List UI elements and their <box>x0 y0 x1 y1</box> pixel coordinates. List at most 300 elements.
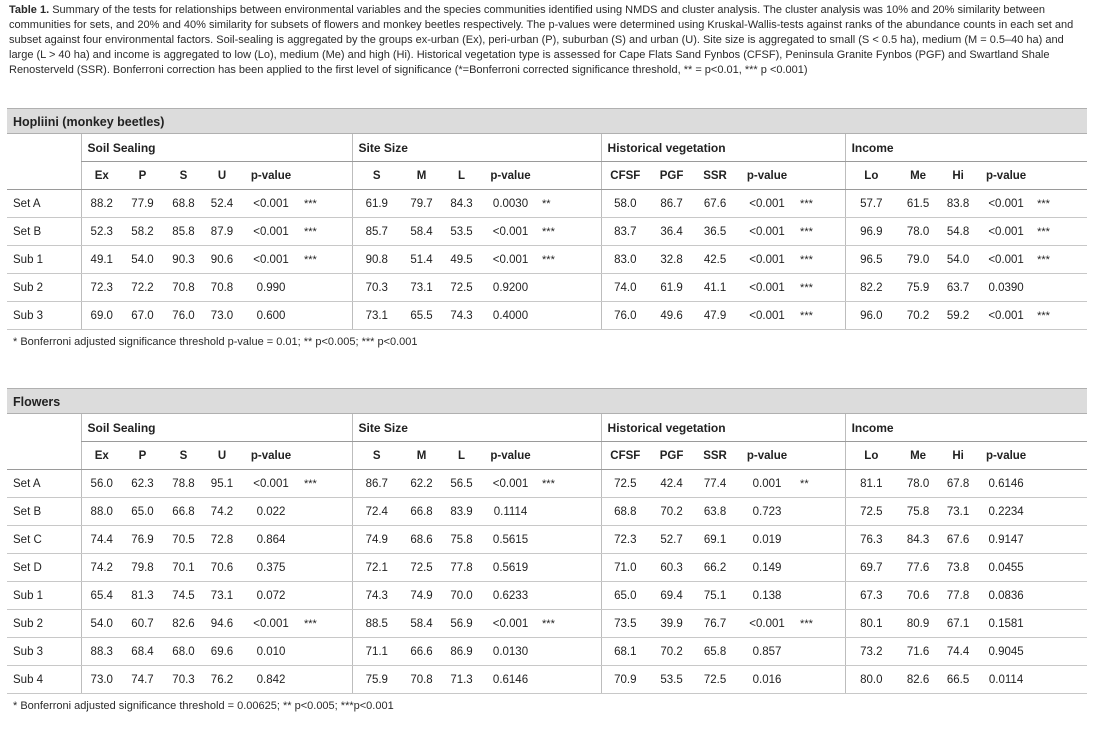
p-value-cell: 0.0030 <box>481 190 540 218</box>
value-cell: 83.7 <box>601 218 649 246</box>
column-header: CFSF <box>601 162 649 190</box>
table-caption <box>9 3 1087 78</box>
significance-stars <box>1035 274 1087 302</box>
value-cell: 57.7 <box>845 190 897 218</box>
significance-stars <box>1035 470 1087 498</box>
p-value-cell: <0.001 <box>240 470 302 498</box>
value-cell: 69.1 <box>694 526 736 554</box>
significance-stars: *** <box>798 274 845 302</box>
value-cell: 74.4 <box>81 526 122 554</box>
value-cell: 72.8 <box>204 526 240 554</box>
row-label: Set D <box>7 554 81 582</box>
group-historical-vegetation: Historical vegetation <box>601 414 845 442</box>
value-cell: 36.4 <box>649 218 694 246</box>
value-cell: 74.5 <box>163 582 204 610</box>
column-header: SSR <box>694 162 736 190</box>
p-value-cell: 0.0836 <box>977 582 1035 610</box>
p-value-cell: <0.001 <box>736 610 798 638</box>
value-cell: 70.2 <box>897 302 939 330</box>
value-cell: 75.8 <box>442 526 481 554</box>
p-value-cell: 0.010 <box>240 638 302 666</box>
p-value-cell: 0.6146 <box>481 666 540 694</box>
significance-stars: ** <box>798 470 845 498</box>
significance-stars <box>302 302 352 330</box>
value-cell: 74.3 <box>442 302 481 330</box>
value-cell: 82.6 <box>163 610 204 638</box>
value-cell: 68.6 <box>401 526 442 554</box>
value-cell: 84.3 <box>897 526 939 554</box>
group-header-row <box>7 414 1087 442</box>
flowers-table-block <box>7 388 1087 718</box>
p-value-cell: <0.001 <box>481 610 540 638</box>
group-header-row <box>7 134 1087 162</box>
empty-cell <box>1035 162 1087 190</box>
column-header: Hi <box>939 442 977 470</box>
value-cell: 96.9 <box>845 218 897 246</box>
value-cell: 71.3 <box>442 666 481 694</box>
value-cell: 72.5 <box>694 666 736 694</box>
column-header: Hi <box>939 162 977 190</box>
value-cell: 67.1 <box>939 610 977 638</box>
value-cell: 73.1 <box>204 582 240 610</box>
value-cell: 65.5 <box>401 302 442 330</box>
value-cell: 60.3 <box>649 554 694 582</box>
value-cell: 83.9 <box>442 498 481 526</box>
value-cell: 49.1 <box>81 246 122 274</box>
group-income: Income <box>845 134 1087 162</box>
value-cell: 86.7 <box>352 470 401 498</box>
column-header: p-value <box>736 442 798 470</box>
value-cell: 82.2 <box>845 274 897 302</box>
value-cell: 86.7 <box>649 190 694 218</box>
table-row <box>7 302 1087 330</box>
significance-stars <box>540 554 601 582</box>
value-cell: 79.8 <box>122 554 163 582</box>
p-value-cell: 0.990 <box>240 274 302 302</box>
column-header-row <box>7 442 1087 470</box>
significance-stars <box>302 638 352 666</box>
p-value-cell: <0.001 <box>240 246 302 274</box>
significance-stars: *** <box>540 218 601 246</box>
p-value-cell: <0.001 <box>736 302 798 330</box>
p-value-cell: 0.072 <box>240 582 302 610</box>
value-cell: 74.2 <box>204 498 240 526</box>
column-header: Lo <box>845 442 897 470</box>
column-header: Ex <box>81 442 122 470</box>
value-cell: 67.8 <box>939 470 977 498</box>
p-value-cell: <0.001 <box>240 610 302 638</box>
column-header: p-value <box>977 162 1035 190</box>
table-row <box>7 526 1087 554</box>
row-label: Sub 3 <box>7 638 81 666</box>
value-cell: 53.5 <box>442 218 481 246</box>
value-cell: 52.7 <box>649 526 694 554</box>
empty-cell <box>540 162 601 190</box>
value-cell: 58.0 <box>601 190 649 218</box>
value-cell: 80.1 <box>845 610 897 638</box>
p-value-cell: 0.0130 <box>481 638 540 666</box>
column-header: Me <box>897 162 939 190</box>
value-cell: 69.0 <box>81 302 122 330</box>
significance-stars <box>540 638 601 666</box>
value-cell: 67.6 <box>694 190 736 218</box>
p-value-cell: 0.5615 <box>481 526 540 554</box>
value-cell: 70.2 <box>649 498 694 526</box>
p-value-cell: 0.9045 <box>977 638 1035 666</box>
value-cell: 61.9 <box>649 274 694 302</box>
value-cell: 68.1 <box>601 638 649 666</box>
table-row <box>7 610 1087 638</box>
value-cell: 70.2 <box>649 638 694 666</box>
significance-stars: *** <box>302 190 352 218</box>
p-value-cell: 0.864 <box>240 526 302 554</box>
value-cell: 84.3 <box>442 190 481 218</box>
column-header: M <box>401 442 442 470</box>
p-value-cell: 0.375 <box>240 554 302 582</box>
column-header: P <box>122 442 163 470</box>
value-cell: 76.3 <box>845 526 897 554</box>
group-income: Income <box>845 414 1087 442</box>
value-cell: 70.6 <box>897 582 939 610</box>
value-cell: 49.5 <box>442 246 481 274</box>
value-cell: 70.6 <box>204 554 240 582</box>
significance-stars <box>1035 526 1087 554</box>
column-header: SSR <box>694 442 736 470</box>
value-cell: 47.9 <box>694 302 736 330</box>
value-cell: 96.5 <box>845 246 897 274</box>
significance-stars <box>1035 554 1087 582</box>
significance-stars <box>798 554 845 582</box>
value-cell: 72.3 <box>601 526 649 554</box>
value-cell: 53.5 <box>649 666 694 694</box>
value-cell: 56.0 <box>81 470 122 498</box>
value-cell: 62.3 <box>122 470 163 498</box>
value-cell: 73.1 <box>352 302 401 330</box>
value-cell: 70.3 <box>352 274 401 302</box>
significance-stars <box>1035 666 1087 694</box>
value-cell: 76.9 <box>122 526 163 554</box>
row-label: Sub 2 <box>7 610 81 638</box>
significance-stars <box>540 498 601 526</box>
empty-cell <box>7 414 81 442</box>
value-cell: 61.9 <box>352 190 401 218</box>
p-value-cell: 0.0114 <box>977 666 1035 694</box>
p-value-cell: 0.1581 <box>977 610 1035 638</box>
value-cell: 76.0 <box>601 302 649 330</box>
significance-stars <box>798 526 845 554</box>
value-cell: 70.0 <box>442 582 481 610</box>
value-cell: 67.6 <box>939 526 977 554</box>
empty-cell <box>302 162 352 190</box>
value-cell: 73.0 <box>81 666 122 694</box>
value-cell: 75.8 <box>897 498 939 526</box>
p-value-cell: 0.022 <box>240 498 302 526</box>
data-table <box>7 134 1087 330</box>
value-cell: 72.3 <box>81 274 122 302</box>
value-cell: 73.2 <box>845 638 897 666</box>
value-cell: 70.9 <box>601 666 649 694</box>
value-cell: 65.0 <box>601 582 649 610</box>
column-header: p-value <box>240 162 302 190</box>
value-cell: 73.1 <box>939 498 977 526</box>
significance-stars: *** <box>302 246 352 274</box>
table-row <box>7 190 1087 218</box>
table-row <box>7 470 1087 498</box>
p-value-cell: 0.138 <box>736 582 798 610</box>
p-value-cell: 0.9200 <box>481 274 540 302</box>
value-cell: 77.6 <box>897 554 939 582</box>
value-cell: 71.0 <box>601 554 649 582</box>
significance-stars <box>1035 498 1087 526</box>
p-value-cell: 0.9147 <box>977 526 1035 554</box>
table-row <box>7 274 1087 302</box>
row-label: Set A <box>7 190 81 218</box>
value-cell: 96.0 <box>845 302 897 330</box>
value-cell: 73.1 <box>401 274 442 302</box>
value-cell: 78.8 <box>163 470 204 498</box>
column-header: U <box>204 442 240 470</box>
empty-cell <box>798 162 845 190</box>
value-cell: 58.4 <box>401 610 442 638</box>
column-header: S <box>352 162 401 190</box>
value-cell: 60.7 <box>122 610 163 638</box>
p-value-cell: 0.2234 <box>977 498 1035 526</box>
value-cell: 41.1 <box>694 274 736 302</box>
significance-stars: *** <box>540 610 601 638</box>
value-cell: 90.6 <box>204 246 240 274</box>
value-cell: 72.1 <box>352 554 401 582</box>
value-cell: 66.8 <box>401 498 442 526</box>
p-value-cell: <0.001 <box>240 218 302 246</box>
p-value-cell: <0.001 <box>736 218 798 246</box>
p-value-cell: 0.149 <box>736 554 798 582</box>
value-cell: 67.0 <box>122 302 163 330</box>
significance-stars: *** <box>540 470 601 498</box>
p-value-cell: 0.001 <box>736 470 798 498</box>
group-site-size: Site Size <box>352 414 601 442</box>
value-cell: 73.8 <box>939 554 977 582</box>
value-cell: 72.4 <box>352 498 401 526</box>
table-row <box>7 638 1087 666</box>
value-cell: 62.2 <box>401 470 442 498</box>
p-value-cell: 0.600 <box>240 302 302 330</box>
value-cell: 68.4 <box>122 638 163 666</box>
value-cell: 36.5 <box>694 218 736 246</box>
value-cell: 88.0 <box>81 498 122 526</box>
column-header-row <box>7 162 1087 190</box>
value-cell: 73.0 <box>204 302 240 330</box>
value-cell: 54.0 <box>122 246 163 274</box>
p-value-cell: 0.6146 <box>977 470 1035 498</box>
value-cell: 52.4 <box>204 190 240 218</box>
column-header: p-value <box>240 442 302 470</box>
value-cell: 74.3 <box>352 582 401 610</box>
table-row <box>7 666 1087 694</box>
value-cell: 69.6 <box>204 638 240 666</box>
p-value-cell: 0.019 <box>736 526 798 554</box>
column-header: U <box>204 162 240 190</box>
column-header: L <box>442 162 481 190</box>
column-header: Me <box>897 442 939 470</box>
value-cell: 74.0 <box>601 274 649 302</box>
p-value-cell: <0.001 <box>481 246 540 274</box>
value-cell: 75.9 <box>352 666 401 694</box>
significance-stars <box>798 498 845 526</box>
value-cell: 70.5 <box>163 526 204 554</box>
value-cell: 88.2 <box>81 190 122 218</box>
value-cell: 69.4 <box>649 582 694 610</box>
value-cell: 74.4 <box>939 638 977 666</box>
value-cell: 70.8 <box>204 274 240 302</box>
table-row <box>7 218 1087 246</box>
column-header: p-value <box>977 442 1035 470</box>
value-cell: 66.8 <box>163 498 204 526</box>
value-cell: 70.8 <box>163 274 204 302</box>
p-value-cell: 0.4000 <box>481 302 540 330</box>
column-header: Lo <box>845 162 897 190</box>
value-cell: 72.2 <box>122 274 163 302</box>
table-title: Hopliini (monkey beetles) <box>7 108 1087 134</box>
value-cell: 77.8 <box>939 582 977 610</box>
value-cell: 51.4 <box>401 246 442 274</box>
p-value-cell: <0.001 <box>736 246 798 274</box>
value-cell: 76.7 <box>694 610 736 638</box>
p-value-cell: <0.001 <box>977 246 1035 274</box>
value-cell: 79.0 <box>897 246 939 274</box>
value-cell: 80.0 <box>845 666 897 694</box>
p-value-cell: <0.001 <box>481 470 540 498</box>
value-cell: 70.3 <box>163 666 204 694</box>
column-header: CFSF <box>601 442 649 470</box>
value-cell: 52.3 <box>81 218 122 246</box>
table-footnote: * Bonferroni adjusted significance threshold p-value = 0.01; ** p<0.005; *** p<0.001 <box>13 336 418 348</box>
value-cell: 77.8 <box>442 554 481 582</box>
value-cell: 77.9 <box>122 190 163 218</box>
value-cell: 71.6 <box>897 638 939 666</box>
table-row <box>7 498 1087 526</box>
row-label: Set C <box>7 526 81 554</box>
value-cell: 72.5 <box>442 274 481 302</box>
column-header: Ex <box>81 162 122 190</box>
significance-stars <box>540 526 601 554</box>
p-value-cell: 0.1114 <box>481 498 540 526</box>
value-cell: 54.0 <box>939 246 977 274</box>
empty-cell <box>1035 442 1087 470</box>
p-value-cell: 0.016 <box>736 666 798 694</box>
value-cell: 58.2 <box>122 218 163 246</box>
value-cell: 70.1 <box>163 554 204 582</box>
row-label: Set B <box>7 498 81 526</box>
row-label: Set A <box>7 470 81 498</box>
significance-stars <box>302 498 352 526</box>
value-cell: 76.2 <box>204 666 240 694</box>
column-header: PGF <box>649 442 694 470</box>
value-cell: 63.8 <box>694 498 736 526</box>
value-cell: 81.1 <box>845 470 897 498</box>
group-historical-vegetation: Historical vegetation <box>601 134 845 162</box>
empty-cell <box>302 442 352 470</box>
value-cell: 74.2 <box>81 554 122 582</box>
value-cell: 75.1 <box>694 582 736 610</box>
significance-stars <box>540 582 601 610</box>
p-value-cell: 0.0455 <box>977 554 1035 582</box>
value-cell: 90.3 <box>163 246 204 274</box>
table-title: Flowers <box>7 388 1087 414</box>
group-site-size: Site Size <box>352 134 601 162</box>
value-cell: 42.4 <box>649 470 694 498</box>
column-header: p-value <box>481 162 540 190</box>
value-cell: 32.8 <box>649 246 694 274</box>
significance-stars <box>540 302 601 330</box>
significance-stars: *** <box>302 610 352 638</box>
p-value-cell: 0.723 <box>736 498 798 526</box>
row-label: Sub 2 <box>7 274 81 302</box>
value-cell: 67.3 <box>845 582 897 610</box>
empty-cell <box>798 442 845 470</box>
value-cell: 49.6 <box>649 302 694 330</box>
significance-stars <box>1035 638 1087 666</box>
group-soil-sealing: Soil Sealing <box>81 414 352 442</box>
significance-stars: *** <box>798 302 845 330</box>
row-label: Sub 1 <box>7 582 81 610</box>
value-cell: 79.7 <box>401 190 442 218</box>
p-value-cell: 0.842 <box>240 666 302 694</box>
p-value-cell: <0.001 <box>736 190 798 218</box>
p-value-cell: <0.001 <box>240 190 302 218</box>
p-value-cell: <0.001 <box>977 302 1035 330</box>
value-cell: 61.5 <box>897 190 939 218</box>
value-cell: 69.7 <box>845 554 897 582</box>
table-row <box>7 246 1087 274</box>
p-value-cell: <0.001 <box>977 218 1035 246</box>
significance-stars: *** <box>1035 218 1087 246</box>
value-cell: 78.0 <box>897 218 939 246</box>
value-cell: 86.9 <box>442 638 481 666</box>
significance-stars: *** <box>302 470 352 498</box>
significance-stars: *** <box>798 246 845 274</box>
significance-stars: *** <box>540 246 601 274</box>
value-cell: 39.9 <box>649 610 694 638</box>
significance-stars <box>1035 610 1087 638</box>
significance-stars: ** <box>540 190 601 218</box>
significance-stars: *** <box>798 610 845 638</box>
significance-stars <box>798 582 845 610</box>
p-value-cell: <0.001 <box>481 218 540 246</box>
value-cell: 65.8 <box>694 638 736 666</box>
value-cell: 42.5 <box>694 246 736 274</box>
empty-cell <box>540 442 601 470</box>
empty-cell <box>7 442 81 470</box>
data-table <box>7 414 1087 694</box>
value-cell: 75.9 <box>897 274 939 302</box>
value-cell: 80.9 <box>897 610 939 638</box>
value-cell: 88.3 <box>81 638 122 666</box>
value-cell: 87.9 <box>204 218 240 246</box>
value-cell: 66.5 <box>939 666 977 694</box>
column-header: L <box>442 442 481 470</box>
value-cell: 76.0 <box>163 302 204 330</box>
significance-stars <box>540 274 601 302</box>
value-cell: 68.8 <box>163 190 204 218</box>
row-label: Set B <box>7 218 81 246</box>
significance-stars: *** <box>1035 246 1087 274</box>
value-cell: 54.0 <box>81 610 122 638</box>
caption-label: Table 1. <box>9 4 50 16</box>
significance-stars <box>540 666 601 694</box>
value-cell: 90.8 <box>352 246 401 274</box>
value-cell: 63.7 <box>939 274 977 302</box>
column-header: M <box>401 162 442 190</box>
